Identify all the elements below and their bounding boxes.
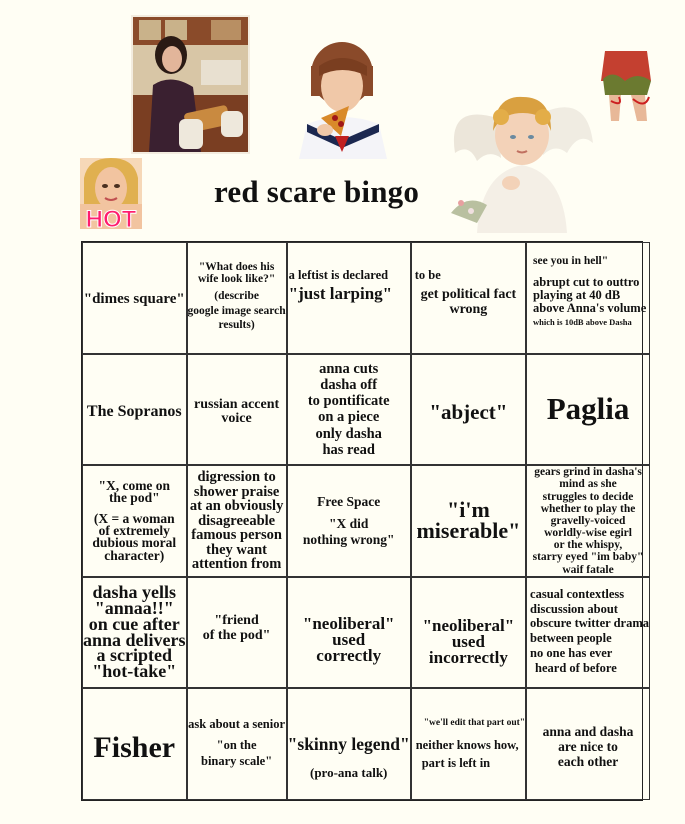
- cell-text: famous person: [191, 527, 282, 544]
- bingo-cell-r2c4[interactable]: [411, 354, 526, 466]
- cell-text: are nice to: [558, 738, 618, 754]
- cell-text: part is left in: [421, 755, 491, 770]
- bingo-cell-r4c2[interactable]: [187, 577, 287, 689]
- kitchen-photo: [131, 15, 250, 154]
- cell-text: google image search: [187, 305, 286, 318]
- cell-text: neither knows how,: [415, 738, 519, 753]
- bingo-grid: [81, 241, 650, 801]
- cell-text: heard of before: [535, 660, 617, 675]
- cell-text: used: [332, 629, 366, 649]
- cell-text: miserable": [416, 518, 521, 543]
- cell-text: of the pod": [202, 627, 271, 643]
- cell-text: shower praise: [193, 483, 280, 500]
- cell-text: on a piece: [318, 409, 380, 426]
- cell-text: Paglia: [546, 391, 630, 427]
- cell-text: (pro-ana talk): [309, 764, 388, 780]
- cell-text: used: [451, 631, 485, 651]
- cell-text: anna and dasha: [542, 723, 634, 739]
- bingo-cell-r5c4[interactable]: [411, 688, 526, 800]
- cell-text: get political fact: [420, 287, 517, 303]
- bingo-cell-r4c1[interactable]: [82, 577, 187, 689]
- cell-text: which is 10dB above Dasha: [533, 317, 632, 328]
- cell-text: gravelly-voiced: [550, 514, 626, 527]
- bingo-cell-r3c1[interactable]: [82, 465, 187, 577]
- cell-text: "neoliberal": [302, 613, 395, 633]
- cell-text: dasha off: [320, 376, 378, 393]
- cell-text: anna delivers: [83, 629, 186, 650]
- cell-text: to be: [414, 268, 441, 282]
- cell-text: "on the: [216, 737, 257, 752]
- cell-text: "just larping": [288, 284, 393, 304]
- cell-text: starry eyed "im baby": [532, 551, 644, 564]
- cell-text: they want: [206, 541, 267, 558]
- cell-text: or the whispy,: [553, 539, 623, 552]
- bingo-cell-r3c2[interactable]: [187, 465, 287, 577]
- cell-text: "dimes square": [83, 290, 185, 307]
- bingo-cell-r2c2[interactable]: [187, 354, 287, 466]
- cell-text: disagreeable: [198, 512, 276, 529]
- bingo-cell-r1c2[interactable]: [187, 242, 287, 354]
- cell-text: each other: [557, 753, 619, 769]
- bingo-cell-r2c1[interactable]: [82, 354, 187, 466]
- cell-text: "hot-take": [92, 661, 177, 682]
- bingo-cell-r5c3[interactable]: [287, 688, 411, 800]
- cell-text: wrong: [449, 301, 488, 317]
- bingo-cell-r1c5[interactable]: [526, 242, 650, 354]
- cell-text: the pod": [108, 490, 160, 506]
- cell-text: wife look like?": [197, 273, 276, 286]
- cell-text: "What does his: [198, 261, 275, 273]
- bingo-cell-r4c4[interactable]: [411, 577, 526, 689]
- cell-text: correctly: [316, 646, 382, 666]
- cell-text: has read: [322, 441, 375, 458]
- cell-text: "i'm: [447, 497, 490, 523]
- cell-text: dubious moral: [92, 535, 177, 551]
- cell-text: attention from: [191, 556, 282, 573]
- cell-text: Free Space: [317, 493, 381, 509]
- cell-text: "X did: [329, 515, 369, 531]
- cell-text: "skinny legend": [287, 734, 410, 755]
- bingo-cell-r2c3[interactable]: [287, 354, 411, 466]
- bingo-cell-r3c4[interactable]: [411, 465, 526, 577]
- cell-text: whether to play the: [540, 502, 636, 515]
- bingo-cell-r5c2[interactable]: [187, 688, 287, 800]
- cell-text: dasha yells: [92, 582, 177, 603]
- cell-text: character): [104, 547, 165, 563]
- bingo-cell-r1c3[interactable]: [287, 242, 411, 354]
- cell-text: no one has ever: [530, 645, 613, 660]
- hot-badge: HOT: [85, 206, 137, 229]
- cell-text: at an obviously: [189, 498, 284, 515]
- cell-text: nothing wrong": [302, 532, 395, 548]
- page-title: red scare bingo: [214, 174, 420, 209]
- cell-text: between people: [530, 631, 612, 646]
- bingo-cell-r3c5[interactable]: [526, 465, 650, 577]
- cherub-angel-image: [447, 83, 594, 233]
- cell-text: only dasha: [315, 425, 382, 442]
- cell-text: digression to: [197, 469, 276, 486]
- cell-text: above Anna's volume: [533, 301, 647, 316]
- cell-text: "annaa!!": [94, 597, 174, 618]
- bingo-cell-r4c5[interactable]: [526, 577, 650, 689]
- cell-text: discussion about: [530, 601, 618, 616]
- pizza-girl-photo: [291, 36, 393, 159]
- cell-text: "we'll edit that part out": [423, 718, 526, 729]
- bingo-cell-r1c1[interactable]: [82, 242, 187, 354]
- legs-photo: [597, 51, 657, 121]
- cell-text: "friend: [214, 612, 259, 628]
- cell-text: worldly-wise egirl: [544, 527, 632, 540]
- cell-text: Fisher: [93, 731, 176, 765]
- cell-text: on cue after: [88, 613, 180, 634]
- bingo-cell-r4c3[interactable]: [287, 577, 411, 689]
- bingo-cell-r3c3[interactable]: [287, 465, 411, 577]
- cell-text: "neoliberal": [422, 615, 515, 635]
- cell-text: (describe: [214, 290, 259, 303]
- cell-text: binary scale": [201, 753, 273, 768]
- cell-text: obscure twitter drama: [530, 616, 650, 631]
- cell-text: to pontificate: [307, 393, 390, 410]
- cell-text: of extremely: [98, 523, 170, 538]
- hot-blonde-photo: [80, 158, 142, 229]
- cell-text: The Sopranos: [86, 402, 182, 420]
- cell-text: "abject": [429, 400, 508, 425]
- cell-text: anna cuts: [319, 360, 379, 377]
- cell-text: see you in hell": [533, 255, 609, 267]
- cell-text: casual contextless: [530, 586, 625, 601]
- cell-text: playing at 40 dB: [533, 288, 621, 303]
- cell-text: struggles to decide: [542, 490, 634, 503]
- cell-text: gears grind in dasha's: [534, 466, 642, 479]
- bingo-cell-r5c1[interactable]: [82, 688, 187, 800]
- cell-text: abrupt cut to outtro: [533, 275, 640, 290]
- cell-text: (X = a woman: [93, 510, 175, 526]
- bingo-cell-r1c4[interactable]: [411, 242, 526, 354]
- cell-text: incorrectly: [428, 648, 508, 668]
- cell-text: ask about a senior: [188, 717, 286, 732]
- cell-text: a scripted: [96, 645, 172, 666]
- cell-text: a leftist is declared: [288, 268, 389, 282]
- cell-text: voice: [221, 411, 252, 427]
- cell-text: "X, come on: [98, 477, 171, 493]
- cell-text: waif fatale: [562, 563, 614, 576]
- bingo-cell-r2c5[interactable]: [526, 354, 650, 466]
- cell-text: results): [218, 319, 255, 332]
- bingo-cell-r5c5[interactable]: [526, 688, 650, 800]
- cell-text: russian accent: [194, 396, 280, 412]
- cell-text: mind as she: [559, 478, 617, 491]
